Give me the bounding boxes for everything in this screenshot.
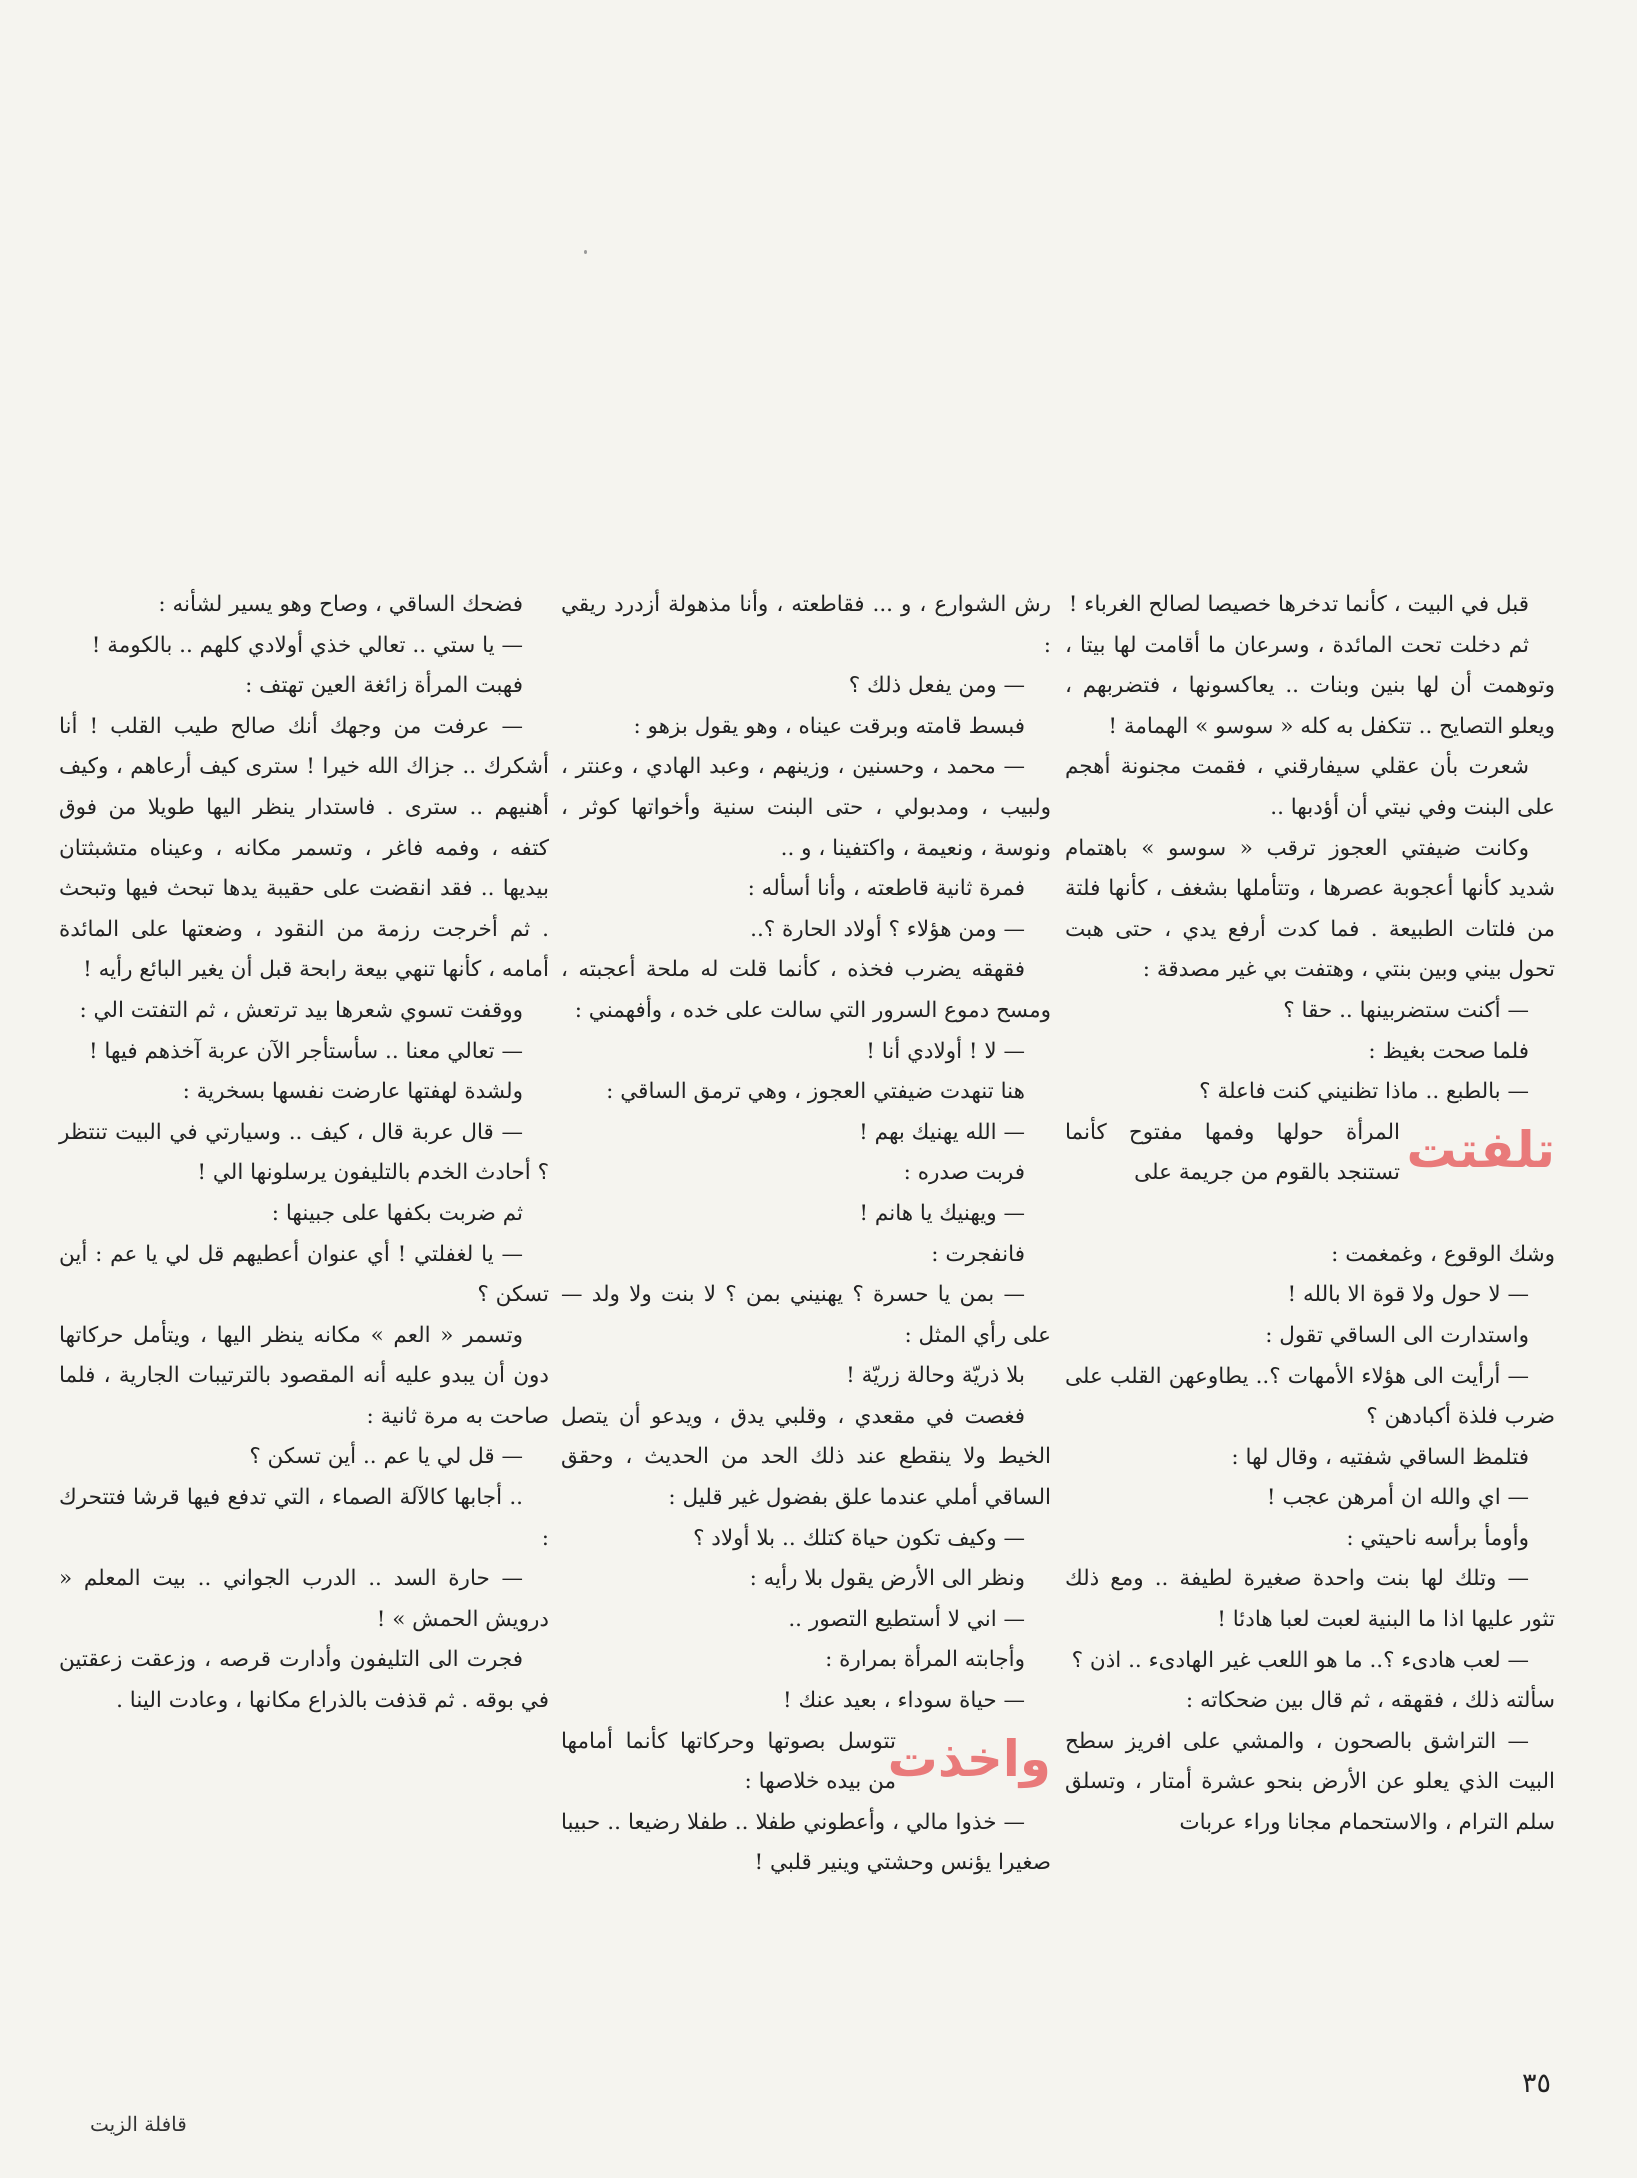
- paragraph: فبسط قامته وبرقت عيناه ، وهو يقول بزهو :: [633, 713, 1025, 739]
- paragraph: وأومأ برأسه ناحيتي :: [1346, 1525, 1529, 1551]
- paragraph: وأجابته المرأة بمرارة :: [825, 1647, 1025, 1673]
- drop-word-block: [561, 1722, 1051, 1803]
- paragraph: وشك الوقوع ، وغمغمت :: [1331, 1241, 1555, 1267]
- paragraph: واستدارت الى الساقي تقول :: [1265, 1322, 1529, 1348]
- dialogue-line: — عرفت من وجهك أنك صالح طيب القلب ! أنا أشكرك .. جزاك الله خيرا ! سترى كيف أرعاهم ، وكيف أهنيهم .. سترى . فاستدار ينظر اليها طويلا من فوق كتفه ، وفمه فاغر ، وتسمر مكانه ، وعيناه متشبثتان بيديها .. فقد انقضت على حقيبة يدها تبحث فيها وتبحث . ثم أخرجت رزمة من النقود ، وضعتها على المائدة أمامه ، كأنها تنهي بيعة رابحة قبل أن يغير البائع رأيه !: [59, 713, 549, 983]
- paragraph: وتسمر « العم » مكانه ينظر اليها ، ويتأمل حركاتها دون أن يبدو عليه أنه المقصود بالترتيبات الجارية ، فلما صاحت به مرة ثانية :: [59, 1322, 549, 1429]
- paragraph: فهبت المرأة زائغة العين تهتف :: [245, 673, 523, 699]
- dialogue-line: — حارة السد .. الدرب الجواني .. بيت المعلم « درويش الحمش » !: [59, 1566, 549, 1632]
- drop-word-block: [1065, 1113, 1555, 1235]
- paragraph: فتلمظ الساقي شفتيه ، وقال لها :: [1231, 1444, 1529, 1470]
- dialogue-line: — لا ! أولادي أنا !: [866, 1038, 1025, 1064]
- dialogue-line: — التراشق بالصحون ، والمشي على افريز سطح البيت الذي يعلو عن الأرض بنحو عشرة أمتار ، وتسلق سلم الترام ، والاستحمام مجانا وراء عربات: [1065, 1728, 1555, 1836]
- magazine-name: قافلة الزيت: [90, 2112, 187, 2136]
- paragraph: ولشدة لهفتها عارضت نفسها بسخرية :: [182, 1079, 523, 1105]
- paragraph: ثم دخلت تحت المائدة ، وسرعان ما أقامت لها بيتا ، وتوهمت أن لها بنين وبنات .. يعاكسونها ، فتضربهم ، ويعلو التصايح .. تتكفل به كله « سوسو » الهمامة !: [1065, 632, 1555, 739]
- dialogue-line: — أرأيت الى هؤلاء الأمهات ؟.. يطاوعهن القلب على ضرب فلذة أكبادهن ؟: [1065, 1363, 1555, 1430]
- drop-word: واخذت: [887, 1729, 1051, 1788]
- paragraph: فغصت في مقعدي ، وقلبي يدق ، ويدعو أن يتصل الخيط ولا ينقطع عند ذلك الحد من الحديث ، وحقق الساقي أملي عندما علق بفضول غير قليل :: [561, 1403, 1051, 1511]
- text-column-middle: [561, 585, 1051, 1884]
- paragraph: سألته ذلك ، فقهقه ، ثم قال بين ضحكاته :: [1185, 1688, 1555, 1714]
- dialogue-line: — يا ستي .. تعالي خذي أولادي كلهم .. بالكومة !: [91, 632, 523, 658]
- paragraph: ثم ضربت بكفها على جبينها :: [271, 1200, 523, 1226]
- dialogue-line: — خذوا مالي ، وأعطوني طفلا .. طفلا رضيعا .. حبيبا صغيرا يؤنس وحشتي وينير قلبي !: [561, 1809, 1051, 1876]
- dialogue-line: — ومن هؤلاء ؟ أولاد الحارة ؟..: [750, 916, 1025, 942]
- paragraph: هنا تنهدت ضيفتي العجوز ، وهي ترمق الساقي :: [606, 1079, 1025, 1105]
- dialogue-line: — لا حول ولا قوة الا بالله !: [1287, 1282, 1529, 1308]
- paragraph: .. أجابها كالآلة الصماء ، التي تدفع فيها قرشا فتتحرك :: [59, 1485, 549, 1551]
- text-column-right: [1065, 585, 1555, 1844]
- dialogue-line: — وكيف تكون حياة كتلك .. بلا أولاد ؟: [693, 1525, 1025, 1551]
- drop-word-text: تتوسل بصوتها وحركاتها كأنما أمامها من بيده خلاصها :: [561, 1728, 896, 1795]
- dialogue-line: — يا لغفلتي ! أي عنوان أعطيهم قل لي يا عم : أين تسكن ؟: [59, 1241, 549, 1308]
- dialogue-line: — محمد ، وحسنين ، وزينهم ، وعبد الهادي ، وعنتر ، ولبيب ، ومدبولي ، حتى البنت سنية وأخواتها كوثر ، ونوسة ، ونعيمة ، واكتفينا ، و ..: [561, 754, 1051, 861]
- dialogue-line: — بالطبع .. ماذا تظنيني كنت فاعلة ؟: [1199, 1079, 1529, 1105]
- dialogue-line: — ويهنيك يا هانم !: [859, 1200, 1025, 1226]
- dialogue-line: — وتلك لها بنت واحدة صغيرة لطيفة .. ومع ذلك تثور عليها اذا ما البنية لعبت لعبا هادئا !: [1065, 1566, 1555, 1633]
- paragraph: رش الشوارع ، و ... فقاطعته ، وأنا مذهولة أزدرد ريقي :: [561, 592, 1051, 658]
- drop-word-text: المرأة حولها وفمها مفتوح كأنما تستنجد بالقوم من جريمة على: [1065, 1119, 1400, 1186]
- page-speck: [584, 250, 587, 254]
- dialogue-line: — ومن يفعل ذلك ؟: [848, 673, 1025, 699]
- dialogue-line: — قل لي يا عم .. أين تسكن ؟: [249, 1444, 523, 1470]
- paragraph: وكانت ضيفتي العجوز ترقب « سوسو » باهتمام شديد كأنها أعجوبة عصرها ، وتتأملها بشغف ، كأنها فلتة من فلتات الطبيعة . فما كدت أرفع يدي ، حتى هبت تحول بيني وبين بنتي ، وهتفت بي غير مصدقة :: [1065, 835, 1555, 983]
- dialogue-line: — اي والله ان أمرهن عجب !: [1266, 1485, 1529, 1511]
- paragraph: فانفجرت :: [931, 1241, 1025, 1267]
- page-number: ٣٥: [1521, 2068, 1551, 2099]
- paragraph: بلا ذريّة وحالة زريّة !: [846, 1363, 1025, 1389]
- dialogue-line: — حياة سوداء ، بعيد عنك !: [782, 1688, 1025, 1714]
- dialogue-line: — أكنت ستضربينها .. حقا ؟: [1283, 997, 1529, 1023]
- paragraph: ونظر الى الأرض يقول بلا رأيه :: [749, 1566, 1025, 1592]
- paragraph: فضحك الساقي ، وصاح وهو يسير لشأنه :: [158, 592, 523, 617]
- text-column-left: [59, 585, 549, 1722]
- paragraph: ووقفت تسوي شعرها بيد ترتعش ، ثم التفتت الي :: [79, 997, 523, 1023]
- dialogue-line: — اني لا أستطيع التصور ..: [788, 1606, 1025, 1632]
- dialogue-line: — لعب هادىء ؟.. ما هو اللعب غير الهادىء .. اذن ؟: [1071, 1647, 1529, 1673]
- paragraph: فلما صحت بغيظ :: [1368, 1038, 1529, 1064]
- drop-word: تلفتت: [1406, 1120, 1555, 1179]
- paragraph: قبل في البيت ، كأنما تدخرها خصيصا لصالح الغرباء !: [1068, 592, 1529, 617]
- paragraph: فربت صدره :: [903, 1160, 1025, 1186]
- paragraph: فمرة ثانية قاطعته ، وأنا أسأله :: [747, 876, 1025, 902]
- paragraph: فجرت الى التليفون وأدارت قرصه ، وزعقت زعقتين في بوقه . ثم قذفت بالذراع مكانها ، وعادت الينا .: [59, 1647, 549, 1714]
- paragraph: فقهقه يضرب فخذه ، كأنما قلت له ملحة أعجبته ، ومسح دموع السرور التي سالت على خده ، وأفهمني :: [561, 957, 1051, 1023]
- dialogue-line: — الله يهنيك بهم !: [859, 1119, 1025, 1145]
- dialogue-line: — تعالي معنا .. سأستأجر الآن عربة آخذهم فيها !: [88, 1038, 523, 1064]
- dialogue-line: — بمن يا حسرة ؟ يهنيني بمن ؟ لا بنت ولا ولد — على رأي المثل :: [561, 1282, 1051, 1348]
- paragraph: شعرت بأن عقلي سيفارقني ، فقمت مجنونة أهجم على البنت وفي نيتي أن أؤدبها ..: [1065, 754, 1555, 820]
- dialogue-line: — قال عربة قال ، كيف .. وسيارتي في البيت تنتظر ؟ أحادث الخدم بالتليفون يرسلونها الي !: [59, 1119, 549, 1186]
